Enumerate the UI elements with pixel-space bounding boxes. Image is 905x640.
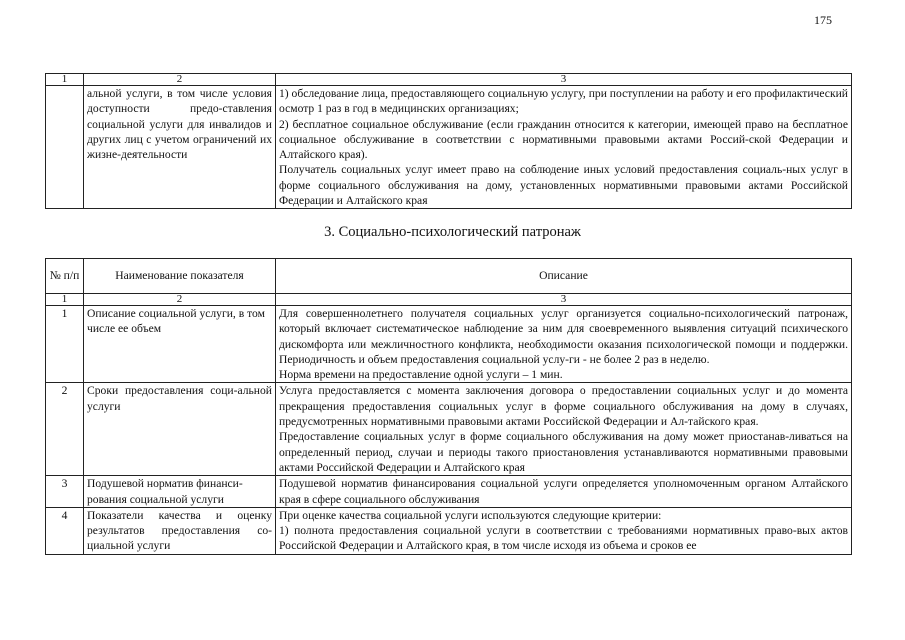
header-number: № п/п	[46, 259, 84, 294]
column-number-row	[46, 294, 852, 306]
indicator-name: Показатели качества и оценку результатов предоставления со-циальной услуги	[84, 507, 276, 554]
header-description: Описание	[276, 259, 852, 294]
service-table	[45, 258, 852, 555]
row-number: 3	[46, 476, 84, 508]
section-title: 3. Социально-психологический патронаж	[324, 224, 581, 240]
description-paragraph: Предоставление социальных услуг в форме социального обслуживания на дому может приостанав-ливаться на определенный период, случаи и периоды такого приостановления устанавливаются нормативными правовыми актами Российской Федерации и Алтайского края	[279, 430, 848, 474]
row-number-cell	[46, 86, 84, 209]
table-row	[46, 383, 852, 476]
description-paragraph: Норма времени на предоставление одной услуги – 1 мин.	[279, 368, 563, 382]
column-number: 1	[46, 294, 84, 306]
table-row	[46, 476, 852, 508]
description-paragraph: При оценке качества социальной услуги используются следующие критерии:	[279, 508, 662, 522]
table-row	[46, 86, 852, 209]
description-cell	[276, 383, 852, 476]
indicator-name: Подушевой норматив финанси-рования социальной услуги	[84, 476, 276, 508]
table-row	[46, 306, 852, 383]
indicator-name: альной услуги, в том числе условия доступности предо-ставления социальной услуги для инвалидов и других лиц с учетом ограничений их жизне-деятельности	[84, 86, 276, 209]
table-header-row	[46, 259, 852, 294]
description-paragraph: 1) обследование лица, предоставляющего социальную услугу, при поступлении на работу и его профилактический осмотр 1 раз в год в медицинских организациях;	[279, 87, 848, 116]
description-paragraph: Услуга предоставляется с момента заключения договора о предоставлении социальных услуг и до момента прекращения предоставления социальных услуг в форме социального обслуживания на дому в случаях, предусмотренных нормативными правовыми актами Российской Федерации и Ал-тайского края.	[279, 384, 848, 429]
description-paragraph: 2) бесплатное социальное обслуживание (если гражданин относится к категории, имеющей право на бесплатное социальное обслуживание в соответствии с нормативными правовыми актами Россий-ской Федерации и Алтайского края).	[279, 117, 848, 162]
row-number: 2	[46, 383, 84, 476]
description-cell	[276, 86, 852, 209]
header-indicator-name: Наименование показателя	[84, 259, 276, 294]
indicator-name: Описание социальной услуги, в том числе ее объем	[84, 306, 276, 383]
column-number-row	[46, 74, 852, 86]
description-paragraph: Подушевой норматив финансирования социальной услуги определяется уполномоченным органом Алтайского края в сфере социального обслуживания	[279, 477, 848, 506]
row-number: 1	[46, 306, 84, 383]
table-row	[46, 507, 852, 554]
column-number: 2	[84, 74, 276, 86]
column-number: 2	[84, 294, 276, 306]
column-number: 3	[276, 294, 852, 306]
description-paragraph: Получатель социальных услуг имеет право на соблюдение иных условий предоставления социаль-ных услуг в форме социального обслуживания на дому, установленных нормативными правовыми актами Российской Федерации и Алтайского края	[279, 163, 848, 208]
column-number: 3	[276, 74, 852, 86]
column-number: 1	[46, 74, 84, 86]
description-paragraph: 1) полнота предоставления социальной услуги в соответствии с требованиями нормативных право-вых актов Российской Федерации и Алтайского края, в том числе исходя из объема и сроков ее	[279, 524, 848, 553]
description-cell	[276, 306, 852, 383]
continuation-table	[45, 73, 852, 209]
indicator-name: Сроки предоставления соци-альной услуги	[84, 383, 276, 476]
page-number: 175	[814, 13, 832, 27]
row-number: 4	[46, 507, 84, 554]
description-cell	[276, 507, 852, 554]
description-cell	[276, 476, 852, 508]
description-paragraph: Для совершеннолетнего получателя социальных услуг организуется социально-психологический патронаж, который включает систематическое наблюдение за ним для своевременного выявления ситуаций психического дискомфорта или межличностного конфликта, необходимости оказания психологической помощи и поддержки. Периодичность и объем предоставления социальной услу-ги - не более 2 раз в неделю.	[279, 307, 848, 366]
